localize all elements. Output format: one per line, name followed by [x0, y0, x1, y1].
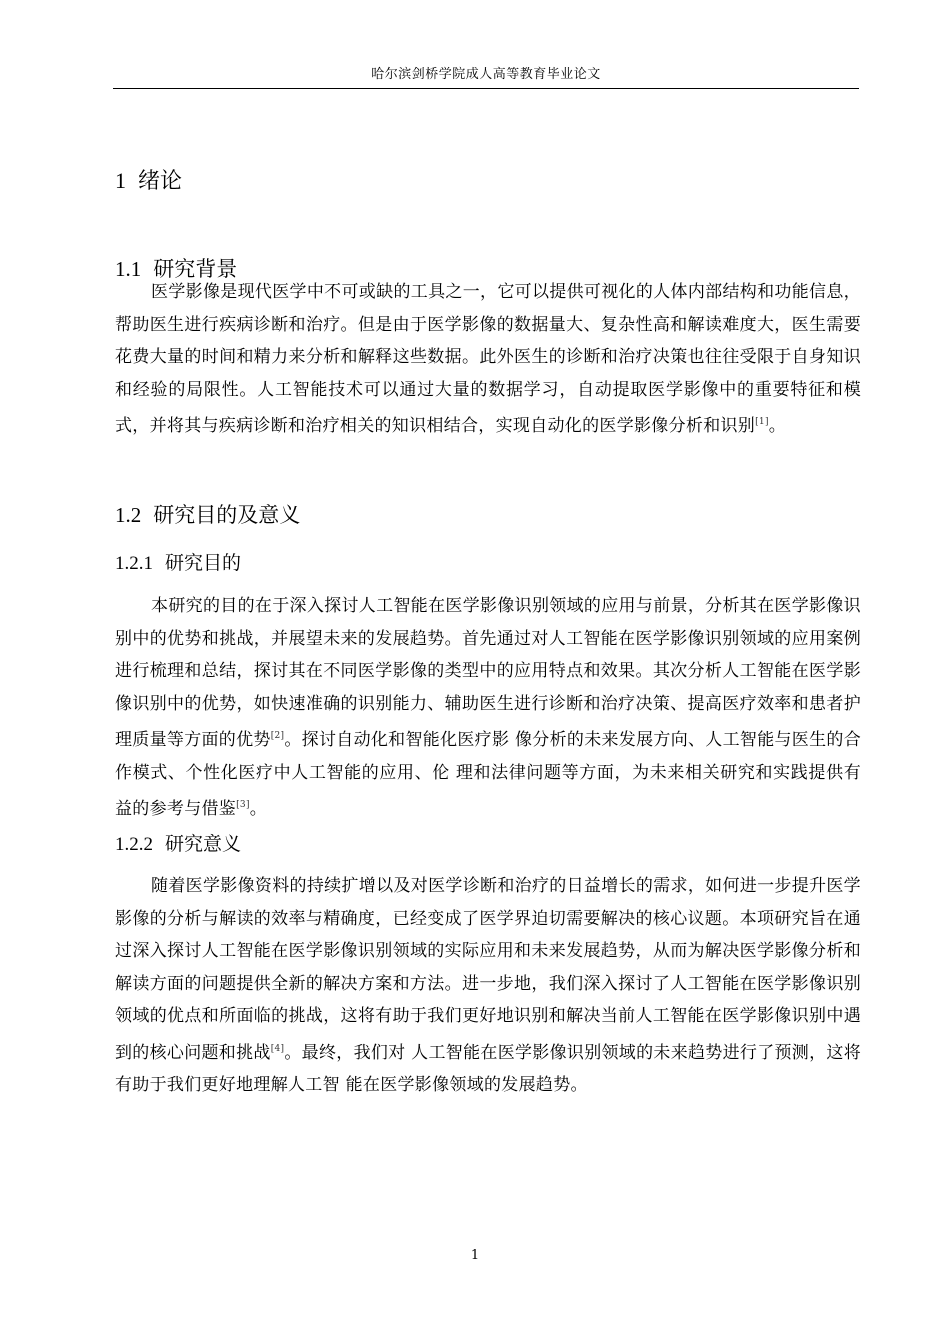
page-number: 1 — [470, 1248, 480, 1263]
subsection-heading-1-2-1 — [115, 548, 241, 575]
paragraph-text: 医学影像是现代医学中不可或缺的工具之一，它可以提供可视化的人体内部结构和功能信息，帮助医生进行疾病诊断和治疗。但是由于医学影像的数据量大、复杂性高和解读难度大，医生需要花费大量的时间和精力来分析和解释这些数据。此外医生的诊断和治疗决策也往往受限于自身知识和经验的局限性。人工智能技术可以通过大量的数据学习，自动提取医学影像中的重要特征和模式，并将其与疾病诊断和治疗相关的知识相结合，实现自动化的医学影像分析和识别 — [115, 282, 861, 436]
citation-4: [4] — [270, 1043, 285, 1054]
subsection-heading-1-2-2 — [115, 829, 241, 856]
paragraph-significance — [115, 870, 861, 1102]
paragraph-text: 本研究的目的在于深入探讨人工智能在医学影像识别领域的应用与前景，分析其在医学影像识别中的优势和挑战，并展望未来的发展趋势。首先通过对人工智能在医学影像识别领域的应用案例进行梳理和总结，探讨其在不同医学影像的类型中的应用特点和效果。其次分析人工智能在医学影像识别中的优势，如快速准确的识别能力、辅助医生进行诊断和治疗决策、提高医疗效率和患者护理质量等方面的优势 — [115, 596, 861, 750]
chapter-number: 1 — [115, 168, 126, 193]
paragraph-purpose — [115, 590, 861, 826]
paragraph-text: 。最终，我们对 人工智能在医学影像识别领域的未来趋势进行了预测，这将有助于我们更好地理解人工智 能在医学影像领域的发展趋势。 — [115, 1042, 862, 1095]
chapter-heading — [115, 164, 182, 195]
paragraph-end: 。 — [768, 416, 787, 436]
paragraph-end: 。 — [249, 799, 268, 819]
chapter-title: 绪论 — [138, 169, 183, 194]
subsection-title: 研究意义 — [165, 833, 242, 855]
page-header: 哈尔滨剑桥学院成人高等教育毕业论文 — [371, 67, 601, 82]
section-heading-1-2 — [115, 499, 300, 529]
subsection-number: 1.2.2 — [115, 834, 153, 855]
paragraph-text: 随着医学影像资料的持续扩增以及对医学诊断和治疗的日益增长的需求，如何进一步提升医学影像的分析与解读的效率与精确度，已经变成了医学界迫切需要解决的核心议题。本项研究旨在通过深入探讨人工智能在医学影像识别领域的实际应用和未来发展趋势，从而为解决医学影像分析和解读方面的问题提供全新的解决方案和方法。进一步地，我们深入探讨了人工智能在医学影像识别领域的优点和所面临的挑战，这将有助于我们更好地识别和解决当前人工智能在医学影像识别中遇到的核心问题和挑战 — [115, 876, 861, 1063]
paragraph-text: 。探讨自动化和智能化医疗影 像分析的未来发展方向、人工智能与医生的合作模式、个性化医疗中人工智能的应用、伦 理和法律问题等方面，为未来相关研究和实践提供有益的参考与借鉴 — [115, 730, 862, 819]
section-title: 研究背景 — [153, 257, 238, 281]
section-number: 1.2 — [115, 503, 142, 527]
citation-1: [1] — [755, 417, 769, 427]
citation-3: [3] — [236, 800, 250, 810]
paragraph-background — [115, 276, 861, 443]
citation-2: [2] — [270, 731, 285, 741]
section-title: 研究目的及意义 — [153, 503, 301, 527]
subsection-number: 1.2.1 — [115, 553, 153, 574]
header-divider — [113, 88, 859, 89]
subsection-title: 研究目的 — [165, 552, 242, 574]
section-number: 1.1 — [115, 257, 142, 281]
